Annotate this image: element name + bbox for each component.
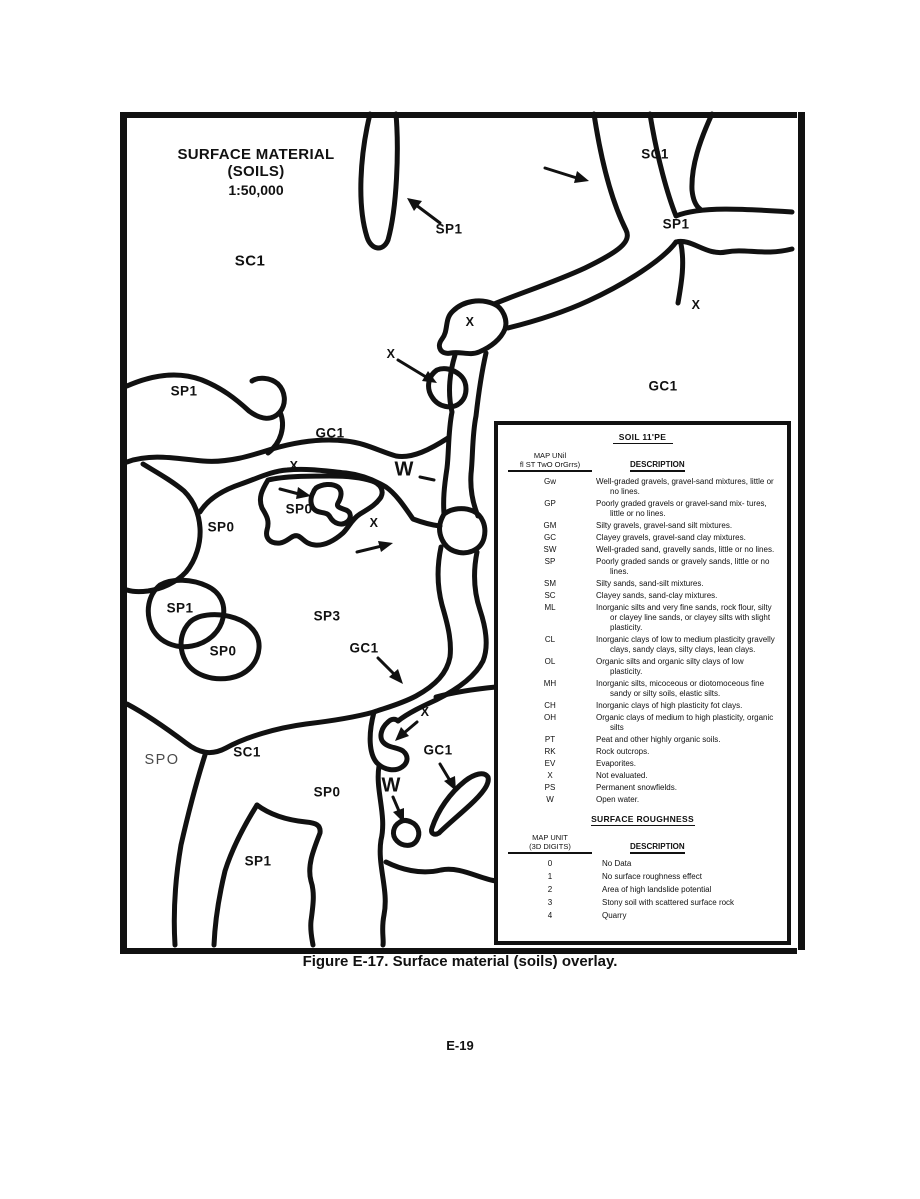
open-water-area — [393, 821, 418, 846]
map-region-label: GC1 — [315, 425, 345, 441]
map-scale: 1:50,000 — [228, 182, 284, 198]
unit-description: Open water. — [596, 795, 640, 804]
arrow-icon — [395, 722, 417, 741]
map-unit-code: 3 — [547, 898, 553, 907]
legend-row — [508, 579, 777, 589]
map-region-label: GC1 — [648, 378, 678, 394]
map-unit-code: 4 — [547, 911, 553, 920]
map-region-label: SC1 — [233, 744, 261, 760]
region-boundary — [431, 774, 488, 834]
legend-row — [508, 795, 777, 805]
legend-row — [508, 759, 777, 769]
unit-description: Evaporites. — [596, 759, 637, 768]
map-unit-code: CH — [544, 701, 556, 710]
map-region-label: SP1 — [435, 221, 463, 237]
map-unit-code: SC — [544, 591, 556, 600]
unit-description: Silty gravels, gravel-sand silt mixtures. — [596, 521, 733, 530]
unit-description: Inorganic silts, micoceous or diotomoceous fine sandy or silty soils, elastic silts. — [596, 679, 765, 698]
region-boundary — [361, 114, 397, 248]
map-title-line1: SURFACE MATERIAL (SOILS) — [177, 146, 335, 180]
map-unit-code: SW — [543, 545, 557, 554]
map-region-label: SPO — [144, 752, 180, 768]
unit-description: Area of high landslide potential — [602, 885, 712, 894]
map-region-label: W — [381, 774, 401, 797]
map-region-label: SP3 — [313, 608, 341, 624]
arrow-icon — [280, 487, 311, 499]
arrow-icon — [357, 541, 393, 552]
map-unit-code: 0 — [547, 859, 553, 868]
map-region-label: X — [386, 347, 396, 361]
legend-row — [508, 545, 777, 555]
map-region-label: SP0 — [285, 501, 313, 517]
unit-description: Permanent snowfields. — [596, 783, 677, 792]
arrow-icon — [393, 797, 404, 823]
unit-description: Stony soil with scattered surface rock — [602, 898, 735, 907]
region-boundary — [174, 755, 205, 945]
legend-row — [508, 859, 777, 869]
unit-description: Well-graded gravels, gravel-sand mixtures, little or no lines. — [596, 477, 774, 496]
legend-row — [508, 657, 777, 677]
legend-row — [508, 713, 777, 733]
map-unit-code: OH — [544, 713, 556, 722]
legend-row — [508, 499, 777, 519]
unit-description: Clayey gravels, gravel-sand clay mixtures. — [596, 533, 746, 542]
river-bank — [650, 114, 792, 216]
legend-row — [508, 477, 777, 497]
surface-roughness-section — [508, 814, 777, 921]
map-region-label: X — [289, 459, 299, 473]
map-region-label: SP0 — [207, 519, 235, 535]
unit-description: Quarry — [602, 911, 627, 920]
unit-description: Not evaluated. — [596, 771, 648, 780]
map-region-label: SP0 — [313, 784, 341, 800]
river-bank — [374, 547, 450, 712]
stream — [678, 244, 683, 303]
legend-row — [508, 533, 777, 543]
soil-type-rows — [508, 477, 777, 805]
region-boundary — [436, 687, 496, 697]
map-region-label: SP1 — [244, 853, 272, 869]
map-region-label: X — [691, 298, 701, 312]
map-region-label: SP1 — [662, 216, 690, 232]
arrow-icon — [440, 764, 456, 791]
map-unit-code: MH — [543, 679, 557, 688]
unit-description: Organic silts and organic silty clays of low plasticity. — [596, 657, 744, 676]
legend-row — [508, 635, 777, 655]
unit-description: Poorly graded gravels or gravel-sand mix- tures, little or no lines. — [596, 499, 767, 518]
legend-row — [508, 735, 777, 745]
map-region-label: X — [420, 705, 430, 719]
figure-caption: Figure E-17. Surface material (soils) overlay. — [302, 953, 618, 970]
description-header: DESCRIPTION — [630, 460, 685, 472]
map-unit-code: EV — [544, 759, 556, 768]
page-number: E-19 — [446, 1038, 474, 1053]
map-unit-code: PT — [544, 735, 556, 744]
unit-description: Organic clays of medium to high plasticity, organic silts — [596, 713, 774, 732]
unit-description: Peat and other highly organic soils. — [596, 735, 721, 744]
map-region-label: SC1 — [641, 146, 669, 162]
surface-roughness-rows — [508, 859, 777, 921]
arrow-icon — [398, 360, 437, 383]
legend-row — [508, 885, 777, 895]
roughness-column-headers — [508, 833, 777, 854]
unit-description: Well-graded sand, gravelly sands, little or no lines. — [596, 545, 775, 554]
unit-description: No Data — [602, 859, 632, 868]
map-unit-header: MAP UNIT (3D DIGITS) — [508, 833, 592, 854]
unit-description: No surface roughness effect — [602, 872, 702, 881]
legend-row — [508, 603, 777, 633]
map-unit-code: Gw — [544, 477, 556, 486]
soil-type-column-headers — [508, 451, 777, 472]
map-unit-code: OL — [544, 657, 556, 666]
map-unit-code: 2 — [547, 885, 553, 894]
map-unit-code: ML — [544, 603, 556, 612]
legend-row — [508, 521, 777, 531]
unit-description: Rock outcrops. — [596, 747, 650, 756]
river-bank — [676, 241, 792, 252]
map-region-label: SP0 — [209, 643, 237, 659]
region-boundary — [311, 484, 350, 524]
map-unit-code: X — [547, 771, 553, 780]
arrow-icon — [545, 168, 589, 183]
map-unit-code: SM — [544, 579, 556, 588]
dash-mark — [420, 477, 434, 480]
river-bank — [444, 355, 455, 514]
river-bank — [471, 353, 486, 516]
legend-row — [508, 783, 777, 793]
map-unit-code: PS — [544, 783, 556, 792]
map-region-label: GC1 — [349, 640, 379, 656]
map-unit-code: W — [546, 795, 554, 804]
unit-description: Clayey sands, sand-clay mixtures. — [596, 591, 718, 600]
map-region-label: X — [369, 516, 379, 530]
soil-type-title: SOIL 11'PE — [613, 432, 673, 444]
region-boundary — [127, 375, 284, 418]
legend-panel — [494, 421, 791, 945]
unit-description: Inorganic clays of low to medium plasticity gravelly clays, sandy clays, silty clays, lean clays. — [596, 635, 775, 654]
legend-row — [508, 911, 777, 921]
unit-description: Poorly graded sands or gravely sands, little or no lines. — [596, 557, 770, 576]
legend-row — [508, 591, 777, 601]
legend-row — [508, 771, 777, 781]
legend-row — [508, 701, 777, 711]
description-header: DESCRIPTION — [630, 842, 685, 854]
river-bank — [508, 242, 676, 328]
not-evaluated-area — [440, 509, 485, 553]
legend-row — [508, 747, 777, 757]
map-unit-code: SP — [544, 557, 556, 566]
region-boundary — [127, 464, 200, 592]
map-region-label: X — [465, 315, 475, 329]
map-region-label: W — [394, 458, 414, 481]
surface-roughness-title: SURFACE ROUGHNESS — [591, 814, 694, 824]
unit-description: Inorganic silts and very fine sands, rock flour, silty or clayey line sands, or clayey silts with slight plasticity. — [596, 603, 772, 632]
region-boundary — [214, 805, 257, 945]
map-unit-code: CL — [544, 635, 556, 644]
region-boundary — [692, 114, 712, 209]
map-region-label: SC1 — [234, 252, 266, 270]
arrow-icon — [407, 198, 440, 223]
map-region-label: SP1 — [166, 600, 194, 616]
legend-row — [508, 557, 777, 577]
region-boundary — [257, 805, 320, 945]
river-bank — [494, 114, 627, 304]
map-unit-code: 1 — [547, 872, 553, 881]
arrow-icon — [378, 658, 403, 684]
unit-description: Silty sands, sand-silt mixtures. — [596, 579, 704, 588]
legend-row — [508, 898, 777, 908]
map-unit-code: GM — [543, 521, 557, 530]
map-region-label: GC1 — [423, 742, 453, 758]
map-title — [148, 146, 364, 198]
unit-description: Inorganic clays of high plasticity fot clays. — [596, 701, 743, 710]
map-unit-header: MAP UNil fl ST TwO OrGrrs) — [508, 451, 592, 472]
map-unit-code: RK — [544, 747, 556, 756]
legend-row — [508, 679, 777, 699]
legend-row — [508, 872, 777, 882]
map-unit-code: GP — [544, 499, 556, 508]
region-boundary — [386, 862, 496, 881]
map-unit-code: GC — [544, 533, 556, 542]
map-region-label: SP1 — [170, 383, 198, 399]
